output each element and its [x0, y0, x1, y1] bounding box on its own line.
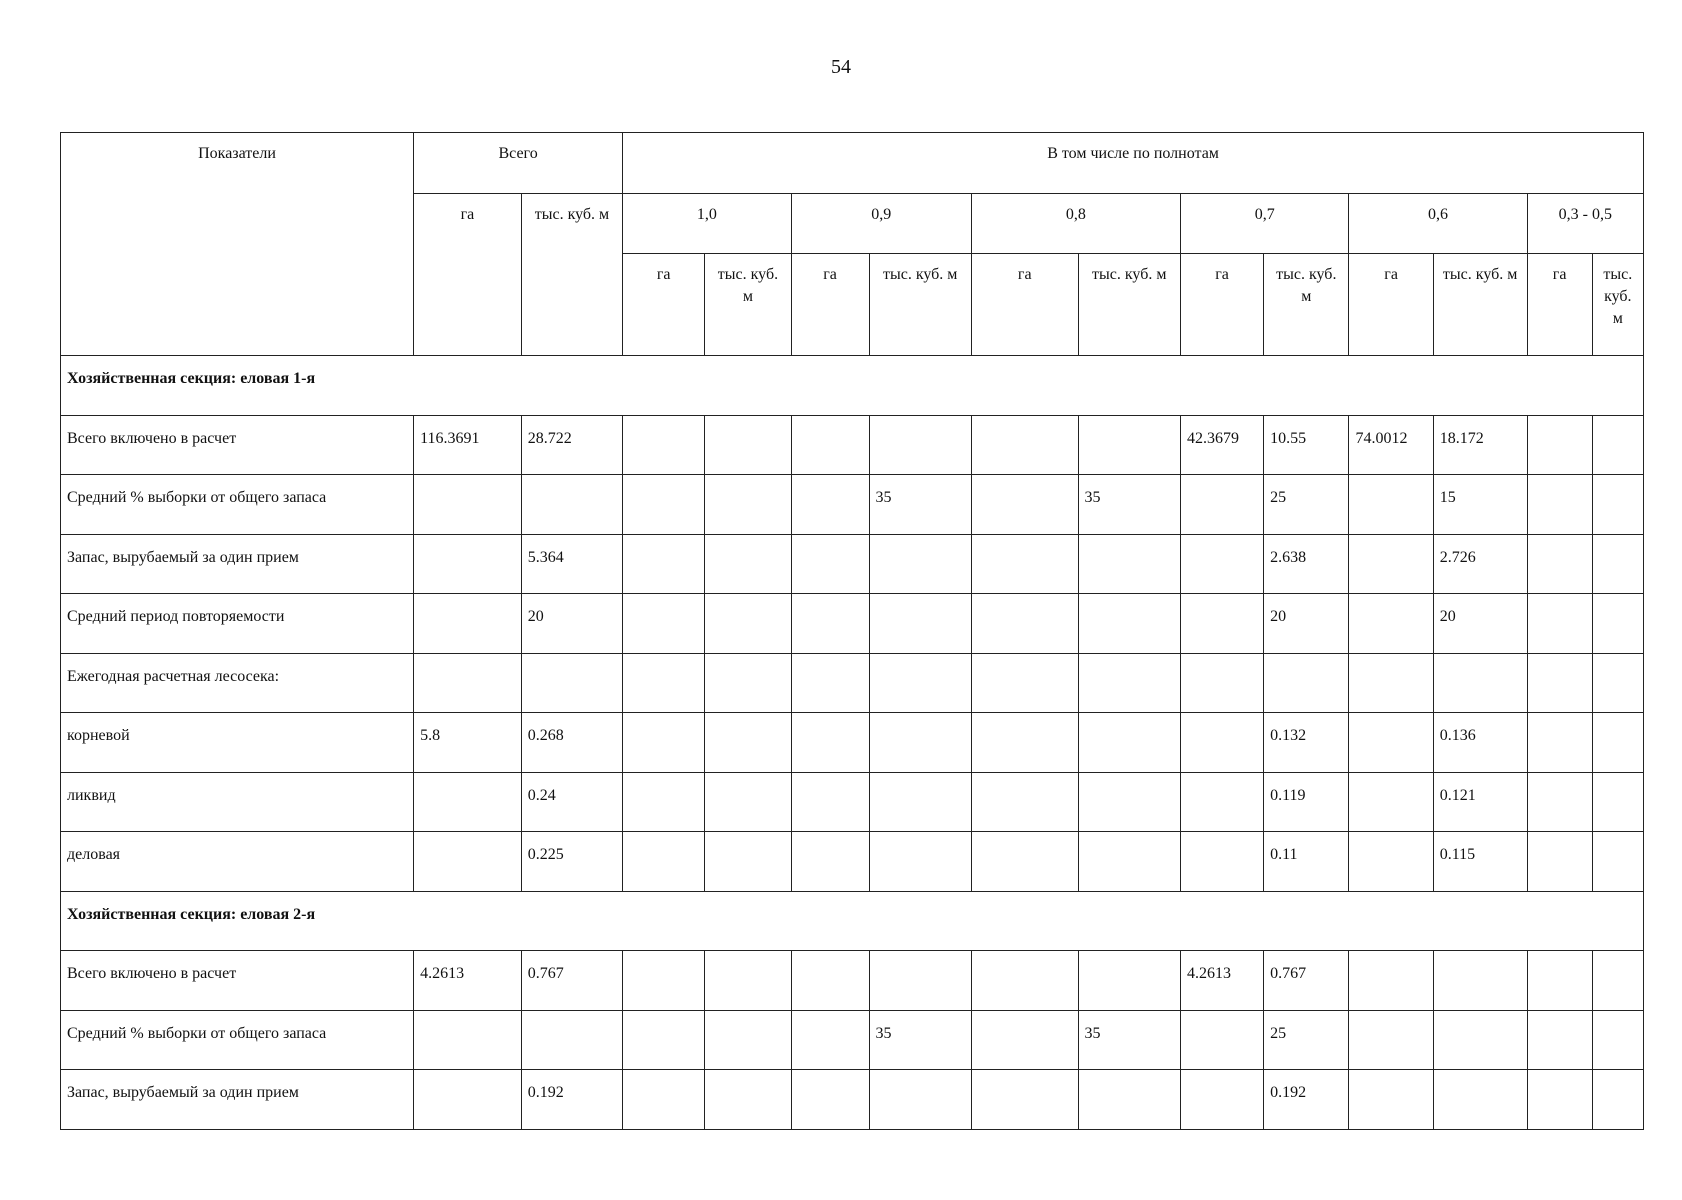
- table-cell: [1527, 1070, 1592, 1130]
- header-density-0-9: 0,9: [791, 193, 971, 254]
- table-cell: 0.136: [1433, 713, 1527, 773]
- table-cell: [1078, 951, 1180, 1011]
- table-cell: [414, 594, 522, 654]
- table-cell: [705, 1070, 791, 1130]
- table-cell: [414, 832, 522, 892]
- table-cell: [1349, 534, 1433, 594]
- table-cell: 0.225: [521, 832, 622, 892]
- table-row: [61, 713, 1644, 773]
- header-volume: тыс. куб. м: [1592, 254, 1643, 356]
- table-cell: 35: [1078, 1010, 1180, 1070]
- header-density-0-6: 0,6: [1349, 193, 1527, 254]
- table-row: [61, 1070, 1644, 1130]
- table-cell: [1349, 772, 1433, 832]
- table-cell: 18.172: [1433, 415, 1527, 475]
- table-cell: 20: [521, 594, 622, 654]
- table-cell: 35: [869, 475, 971, 535]
- table-cell: [791, 415, 869, 475]
- table-cell: 0.268: [521, 713, 622, 773]
- table-cell: [623, 415, 705, 475]
- table-cell: [791, 594, 869, 654]
- table-cell: [869, 534, 971, 594]
- table-cell: [705, 534, 791, 594]
- table-cell: [1592, 832, 1643, 892]
- table-cell: [1078, 653, 1180, 713]
- table-cell: 0.115: [1433, 832, 1527, 892]
- table-cell: [869, 594, 971, 654]
- table-row: [61, 653, 1644, 713]
- table-cell: 0.192: [521, 1070, 622, 1130]
- table-cell: [1349, 1070, 1433, 1130]
- header-total-volume: тыс. куб. м: [521, 193, 622, 356]
- table-cell: [1349, 832, 1433, 892]
- table-cell: [623, 951, 705, 1011]
- table-cell: [521, 1010, 622, 1070]
- row-label: ликвид: [61, 772, 414, 832]
- table-cell: 15: [1433, 475, 1527, 535]
- table-cell: [623, 534, 705, 594]
- table-cell: [521, 475, 622, 535]
- table-cell: 0.767: [521, 951, 622, 1011]
- table-cell: [414, 1070, 522, 1130]
- header-ha: га: [623, 254, 705, 356]
- table-cell: [705, 772, 791, 832]
- table-cell: [1349, 951, 1433, 1011]
- table-cell: [705, 415, 791, 475]
- table-cell: [623, 1010, 705, 1070]
- row-label: Ежегодная расчетная лесосека:: [61, 653, 414, 713]
- table-cell: 4.2613: [1180, 951, 1263, 1011]
- header-density-0-3-0-5: 0,3 - 0,5: [1527, 193, 1643, 254]
- table-cell: [1180, 653, 1263, 713]
- table-cell: [869, 653, 971, 713]
- table-cell: [1078, 534, 1180, 594]
- table-cell: 5.8: [414, 713, 522, 773]
- table-cell: [1078, 415, 1180, 475]
- table-cell: [1180, 713, 1263, 773]
- table-cell: [1180, 772, 1263, 832]
- table-cell: [791, 653, 869, 713]
- table-cell: [869, 772, 971, 832]
- table-row: [61, 832, 1644, 892]
- table-cell: [623, 653, 705, 713]
- table-cell: [1078, 772, 1180, 832]
- table-cell: 35: [869, 1010, 971, 1070]
- table-cell: [791, 713, 869, 773]
- row-label: Запас, вырубаемый за один прием: [61, 1070, 414, 1130]
- table-cell: [791, 832, 869, 892]
- header-ha: га: [1349, 254, 1433, 356]
- table-cell: [869, 415, 971, 475]
- header-ha: га: [1180, 254, 1263, 356]
- table-cell: [1349, 653, 1433, 713]
- table-cell: 0.11: [1264, 832, 1349, 892]
- header-volume: тыс. куб. м: [705, 254, 791, 356]
- section-title: Хозяйственная секция: еловая 1-я: [61, 356, 1644, 416]
- table-cell: [1433, 951, 1527, 1011]
- table-cell: 2.638: [1264, 534, 1349, 594]
- table-cell: 0.24: [521, 772, 622, 832]
- header-volume: тыс. куб. м: [1433, 254, 1527, 356]
- table-cell: [705, 951, 791, 1011]
- table-cell: [1592, 713, 1643, 773]
- table-cell: [1527, 594, 1592, 654]
- table-cell: 10.55: [1264, 415, 1349, 475]
- table-cell: 28.722: [521, 415, 622, 475]
- header-volume: тыс. куб. м: [1078, 254, 1180, 356]
- table-cell: [971, 475, 1078, 535]
- table-cell: [1527, 475, 1592, 535]
- table-cell: 0.119: [1264, 772, 1349, 832]
- row-label: Средний % выборки от общего запаса: [61, 475, 414, 535]
- table-cell: [1527, 832, 1592, 892]
- table-cell: [1527, 415, 1592, 475]
- section-title: Хозяйственная секция: еловая 2-я: [61, 891, 1644, 951]
- table-cell: [1592, 415, 1643, 475]
- table-row: [61, 415, 1644, 475]
- table-cell: [1592, 653, 1643, 713]
- section-row: [61, 891, 1644, 951]
- header-volume: тыс. куб. м: [1264, 254, 1349, 356]
- table-cell: [971, 713, 1078, 773]
- table-cell: [971, 772, 1078, 832]
- table-cell: [521, 653, 622, 713]
- header-volume: тыс. куб. м: [869, 254, 971, 356]
- table-cell: [1527, 653, 1592, 713]
- table-cell: 42.3679: [1180, 415, 1263, 475]
- table-cell: [705, 475, 791, 535]
- table-cell: [1349, 713, 1433, 773]
- table-cell: [705, 1010, 791, 1070]
- table-cell: [1527, 534, 1592, 594]
- table-cell: [1349, 1010, 1433, 1070]
- table-cell: [971, 1070, 1078, 1130]
- table-cell: [623, 713, 705, 773]
- table-cell: [1264, 653, 1349, 713]
- section-row: [61, 356, 1644, 416]
- table-cell: [1078, 713, 1180, 773]
- header-total-ha: га: [414, 193, 522, 356]
- table-cell: [705, 832, 791, 892]
- table-cell: [791, 951, 869, 1011]
- table-cell: [1078, 594, 1180, 654]
- table-cell: 116.3691: [414, 415, 522, 475]
- table-cell: 35: [1078, 475, 1180, 535]
- table-cell: [1078, 1070, 1180, 1130]
- header-ha: га: [791, 254, 869, 356]
- header-density-0-8: 0,8: [971, 193, 1180, 254]
- forest-allowance-table: [60, 132, 1644, 1130]
- table-cell: [1592, 772, 1643, 832]
- table-cell: [1180, 1070, 1263, 1130]
- table-cell: 74.0012: [1349, 415, 1433, 475]
- header-total: Всего: [414, 133, 623, 194]
- table-cell: [869, 1070, 971, 1130]
- table-cell: [1180, 1010, 1263, 1070]
- table-cell: 0.121: [1433, 772, 1527, 832]
- table-cell: [971, 1010, 1078, 1070]
- header-by-density: В том числе по полнотам: [623, 133, 1644, 194]
- table-cell: [705, 653, 791, 713]
- table-cell: 0.767: [1264, 951, 1349, 1011]
- table-cell: [1592, 951, 1643, 1011]
- table-cell: [623, 475, 705, 535]
- table-cell: [971, 832, 1078, 892]
- header-ha: га: [971, 254, 1078, 356]
- table-cell: [1592, 475, 1643, 535]
- table-cell: 0.132: [1264, 713, 1349, 773]
- table-cell: [623, 832, 705, 892]
- page-number: 54: [831, 56, 851, 78]
- table-cell: [1349, 475, 1433, 535]
- table-row: [61, 475, 1644, 535]
- row-label: корневой: [61, 713, 414, 773]
- table-cell: [705, 713, 791, 773]
- table-cell: [1433, 653, 1527, 713]
- row-label: Запас, вырубаемый за один прием: [61, 534, 414, 594]
- table-cell: [1180, 594, 1263, 654]
- row-label: Средний % выборки от общего запаса: [61, 1010, 414, 1070]
- table-cell: [791, 534, 869, 594]
- table-cell: [791, 772, 869, 832]
- table-cell: 25: [1264, 1010, 1349, 1070]
- row-label: Всего включено в расчет: [61, 951, 414, 1011]
- table-cell: [791, 1010, 869, 1070]
- table-cell: [971, 415, 1078, 475]
- table-row: [61, 594, 1644, 654]
- table-cell: [1592, 594, 1643, 654]
- table-cell: [1592, 534, 1643, 594]
- table-row: [61, 1010, 1644, 1070]
- table-cell: [1433, 1010, 1527, 1070]
- header-density-1-0: 1,0: [623, 193, 792, 254]
- table-cell: 5.364: [521, 534, 622, 594]
- table-row: [61, 534, 1644, 594]
- table-cell: [414, 653, 522, 713]
- table-cell: [1078, 832, 1180, 892]
- table-cell: [1527, 1010, 1592, 1070]
- header-ha: га: [1527, 254, 1592, 356]
- table-cell: [1527, 713, 1592, 773]
- row-label: Средний период повторяемости: [61, 594, 414, 654]
- table-cell: [623, 594, 705, 654]
- table-cell: [869, 951, 971, 1011]
- table-cell: [971, 534, 1078, 594]
- table-cell: 20: [1433, 594, 1527, 654]
- table-cell: [623, 772, 705, 832]
- row-label: Всего включено в расчет: [61, 415, 414, 475]
- table-cell: 25: [1264, 475, 1349, 535]
- table-row: [61, 951, 1644, 1011]
- table-cell: 2.726: [1433, 534, 1527, 594]
- table-row: [61, 772, 1644, 832]
- table-cell: [1592, 1070, 1643, 1130]
- table-cell: [414, 534, 522, 594]
- table-cell: [414, 475, 522, 535]
- table-cell: [1180, 475, 1263, 535]
- table-cell: [623, 1070, 705, 1130]
- table-cell: 4.2613: [414, 951, 522, 1011]
- table-cell: [971, 594, 1078, 654]
- table-cell: 20: [1264, 594, 1349, 654]
- table-cell: 0.192: [1264, 1070, 1349, 1130]
- table-cell: [1592, 1010, 1643, 1070]
- header-density-0-7: 0,7: [1180, 193, 1349, 254]
- table-cell: [414, 1010, 522, 1070]
- table-cell: [1349, 594, 1433, 654]
- header-indicators: Показатели: [61, 133, 414, 356]
- table-cell: [1433, 1070, 1527, 1130]
- table-cell: [791, 475, 869, 535]
- table-cell: [1180, 534, 1263, 594]
- table-cell: [869, 832, 971, 892]
- table-cell: [1527, 951, 1592, 1011]
- table-cell: [971, 951, 1078, 1011]
- table-cell: [1527, 772, 1592, 832]
- table-cell: [791, 1070, 869, 1130]
- row-label: деловая: [61, 832, 414, 892]
- table-cell: [414, 772, 522, 832]
- table-cell: [1180, 832, 1263, 892]
- table-cell: [971, 653, 1078, 713]
- table-cell: [869, 713, 971, 773]
- table-cell: [705, 594, 791, 654]
